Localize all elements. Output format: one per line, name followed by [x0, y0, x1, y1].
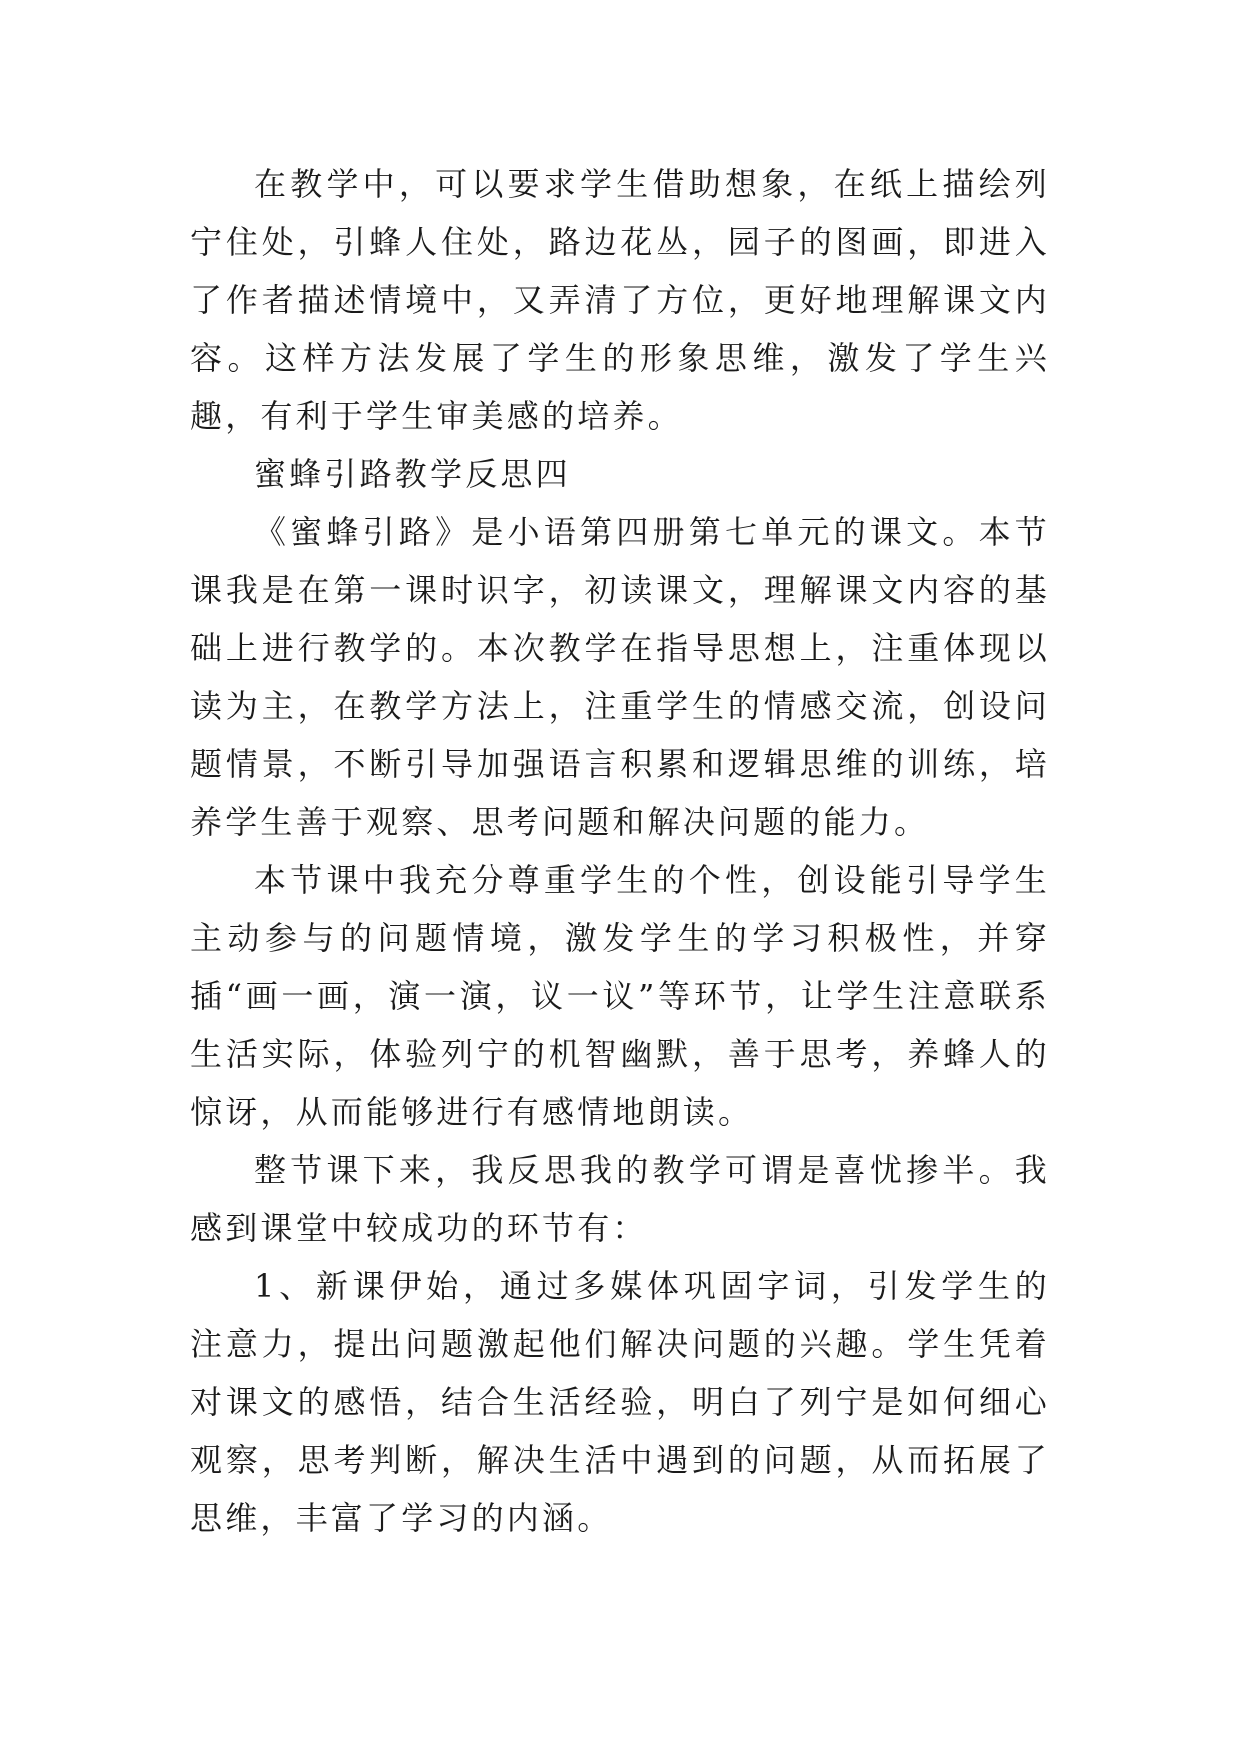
paragraph-student-individuality: 本节课中我充分尊重学生的个性，创设能引导学生主动参与的问题情境，激发学生的学习积极性，并穿插“画一画，演一演，议一议”等环节，让学生注意联系生活实际，体验列宁的机智幽默，善于思考，养蜂人的惊讶，从而能够进行有感情地朗读。	[190, 861, 1050, 1131]
paragraph-lesson-overview: 《蜜蜂引路》是小语第四册第七单元的课文。本节课我是在第一课时识字，初读课文，理解课文内容的基础上进行教学的。本次教学在指导思想上，注重体现以读为主，在教学方法上，注重学生的情感交流，创设问题情景，不断引导加强语言积累和逻辑思维的训练，培养学生善于观察、思考问题和解决问题的能力。	[190, 513, 1050, 841]
paragraph-imagination-drawing: 在教学中，可以要求学生借助想象，在纸上描绘列宁住处，引蜂人住处，路边花丛，园子的图画，即进入了作者描述情境中，又弄清了方位，更好地理解课文内容。这样方法发展了学生的形象思维，激发了学生兴趣，有利于学生审美感的培养。	[190, 165, 1050, 435]
paragraph-success-point-1: 1、新课伊始，通过多媒体巩固字词，引发学生的注意力，提出问题激起他们解决问题的兴趣。学生凭着对课文的感悟，结合生活经验，明白了列宁是如何细心观察，思考判断，解决生活中遇到的问题，从而拓展了思维，丰富了学习的内涵。	[190, 1267, 1050, 1537]
paragraph-reflection-summary: 整节课下来，我反思我的教学可谓是喜忧掺半。我感到课堂中较成功的环节有：	[190, 1151, 1050, 1247]
section-heading: 蜜蜂引路教学反思四	[254, 455, 571, 493]
document-body	[190, 155, 1050, 1547]
